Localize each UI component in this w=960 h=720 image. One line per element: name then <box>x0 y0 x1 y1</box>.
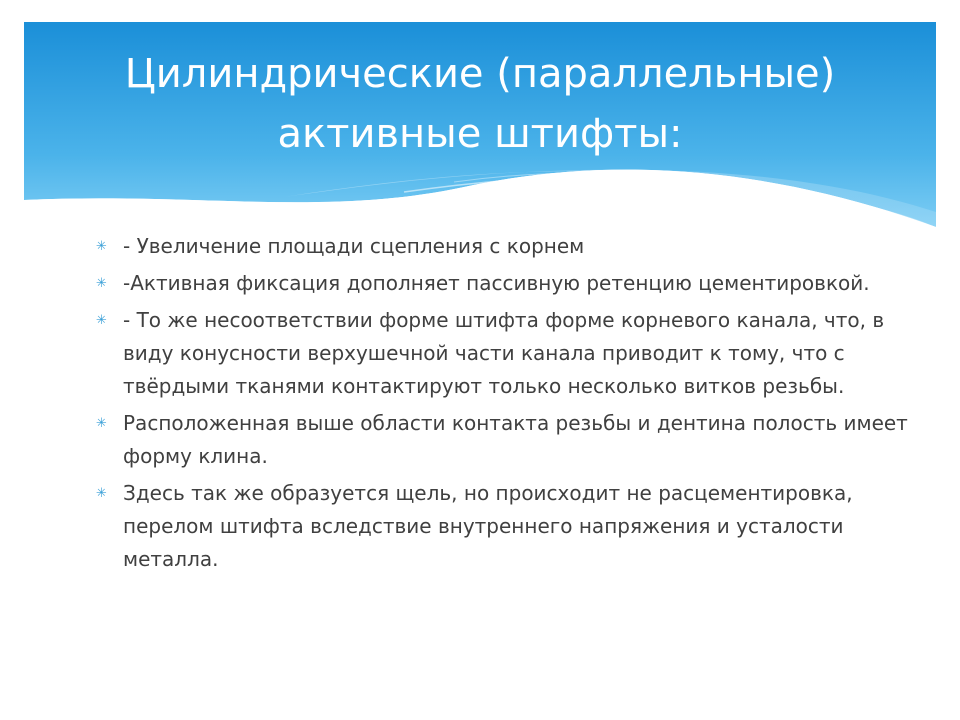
bullet-item <box>96 407 916 473</box>
asterisk-bullet-icon: ✳ <box>96 416 107 431</box>
asterisk-bullet-icon: ✳ <box>96 276 107 291</box>
slide-title-line-2: активные штифты: <box>277 111 683 157</box>
bullet-item-text: - То же несоответствии форме штифта форме корневого канала, что, в виду конусности верхушечной части канала приводит к тому, что с твёрдыми тканями контактируют только несколько витков резьбы. <box>123 308 885 398</box>
asterisk-bullet-icon: ✳ <box>96 486 107 501</box>
slide-title <box>24 44 936 164</box>
slide-title-line-1: Цилиндрические (параллельные) <box>124 51 836 97</box>
asterisk-bullet-icon: ✳ <box>96 313 107 328</box>
bullet-item <box>96 267 916 300</box>
bullet-item-text: -Активная фиксация дополняет пассивную ретенцию цементировкой. <box>123 271 870 295</box>
bullet-item-text: Здесь так же образуется щель, но происходит не расцементировка, перелом штифта вследствие внутреннего напряжения и усталости металла. <box>123 481 853 571</box>
bullet-item-text: - Увеличение площади сцепления с корнем <box>123 234 585 258</box>
bullet-list <box>96 230 916 580</box>
bullet-item <box>96 477 916 576</box>
bullet-item-text: Расположенная выше области контакта резьбы и дентина полость имеет форму клина. <box>123 411 908 468</box>
bullet-item <box>96 230 916 263</box>
asterisk-bullet-icon: ✳ <box>96 239 107 254</box>
bullet-item <box>96 304 916 403</box>
